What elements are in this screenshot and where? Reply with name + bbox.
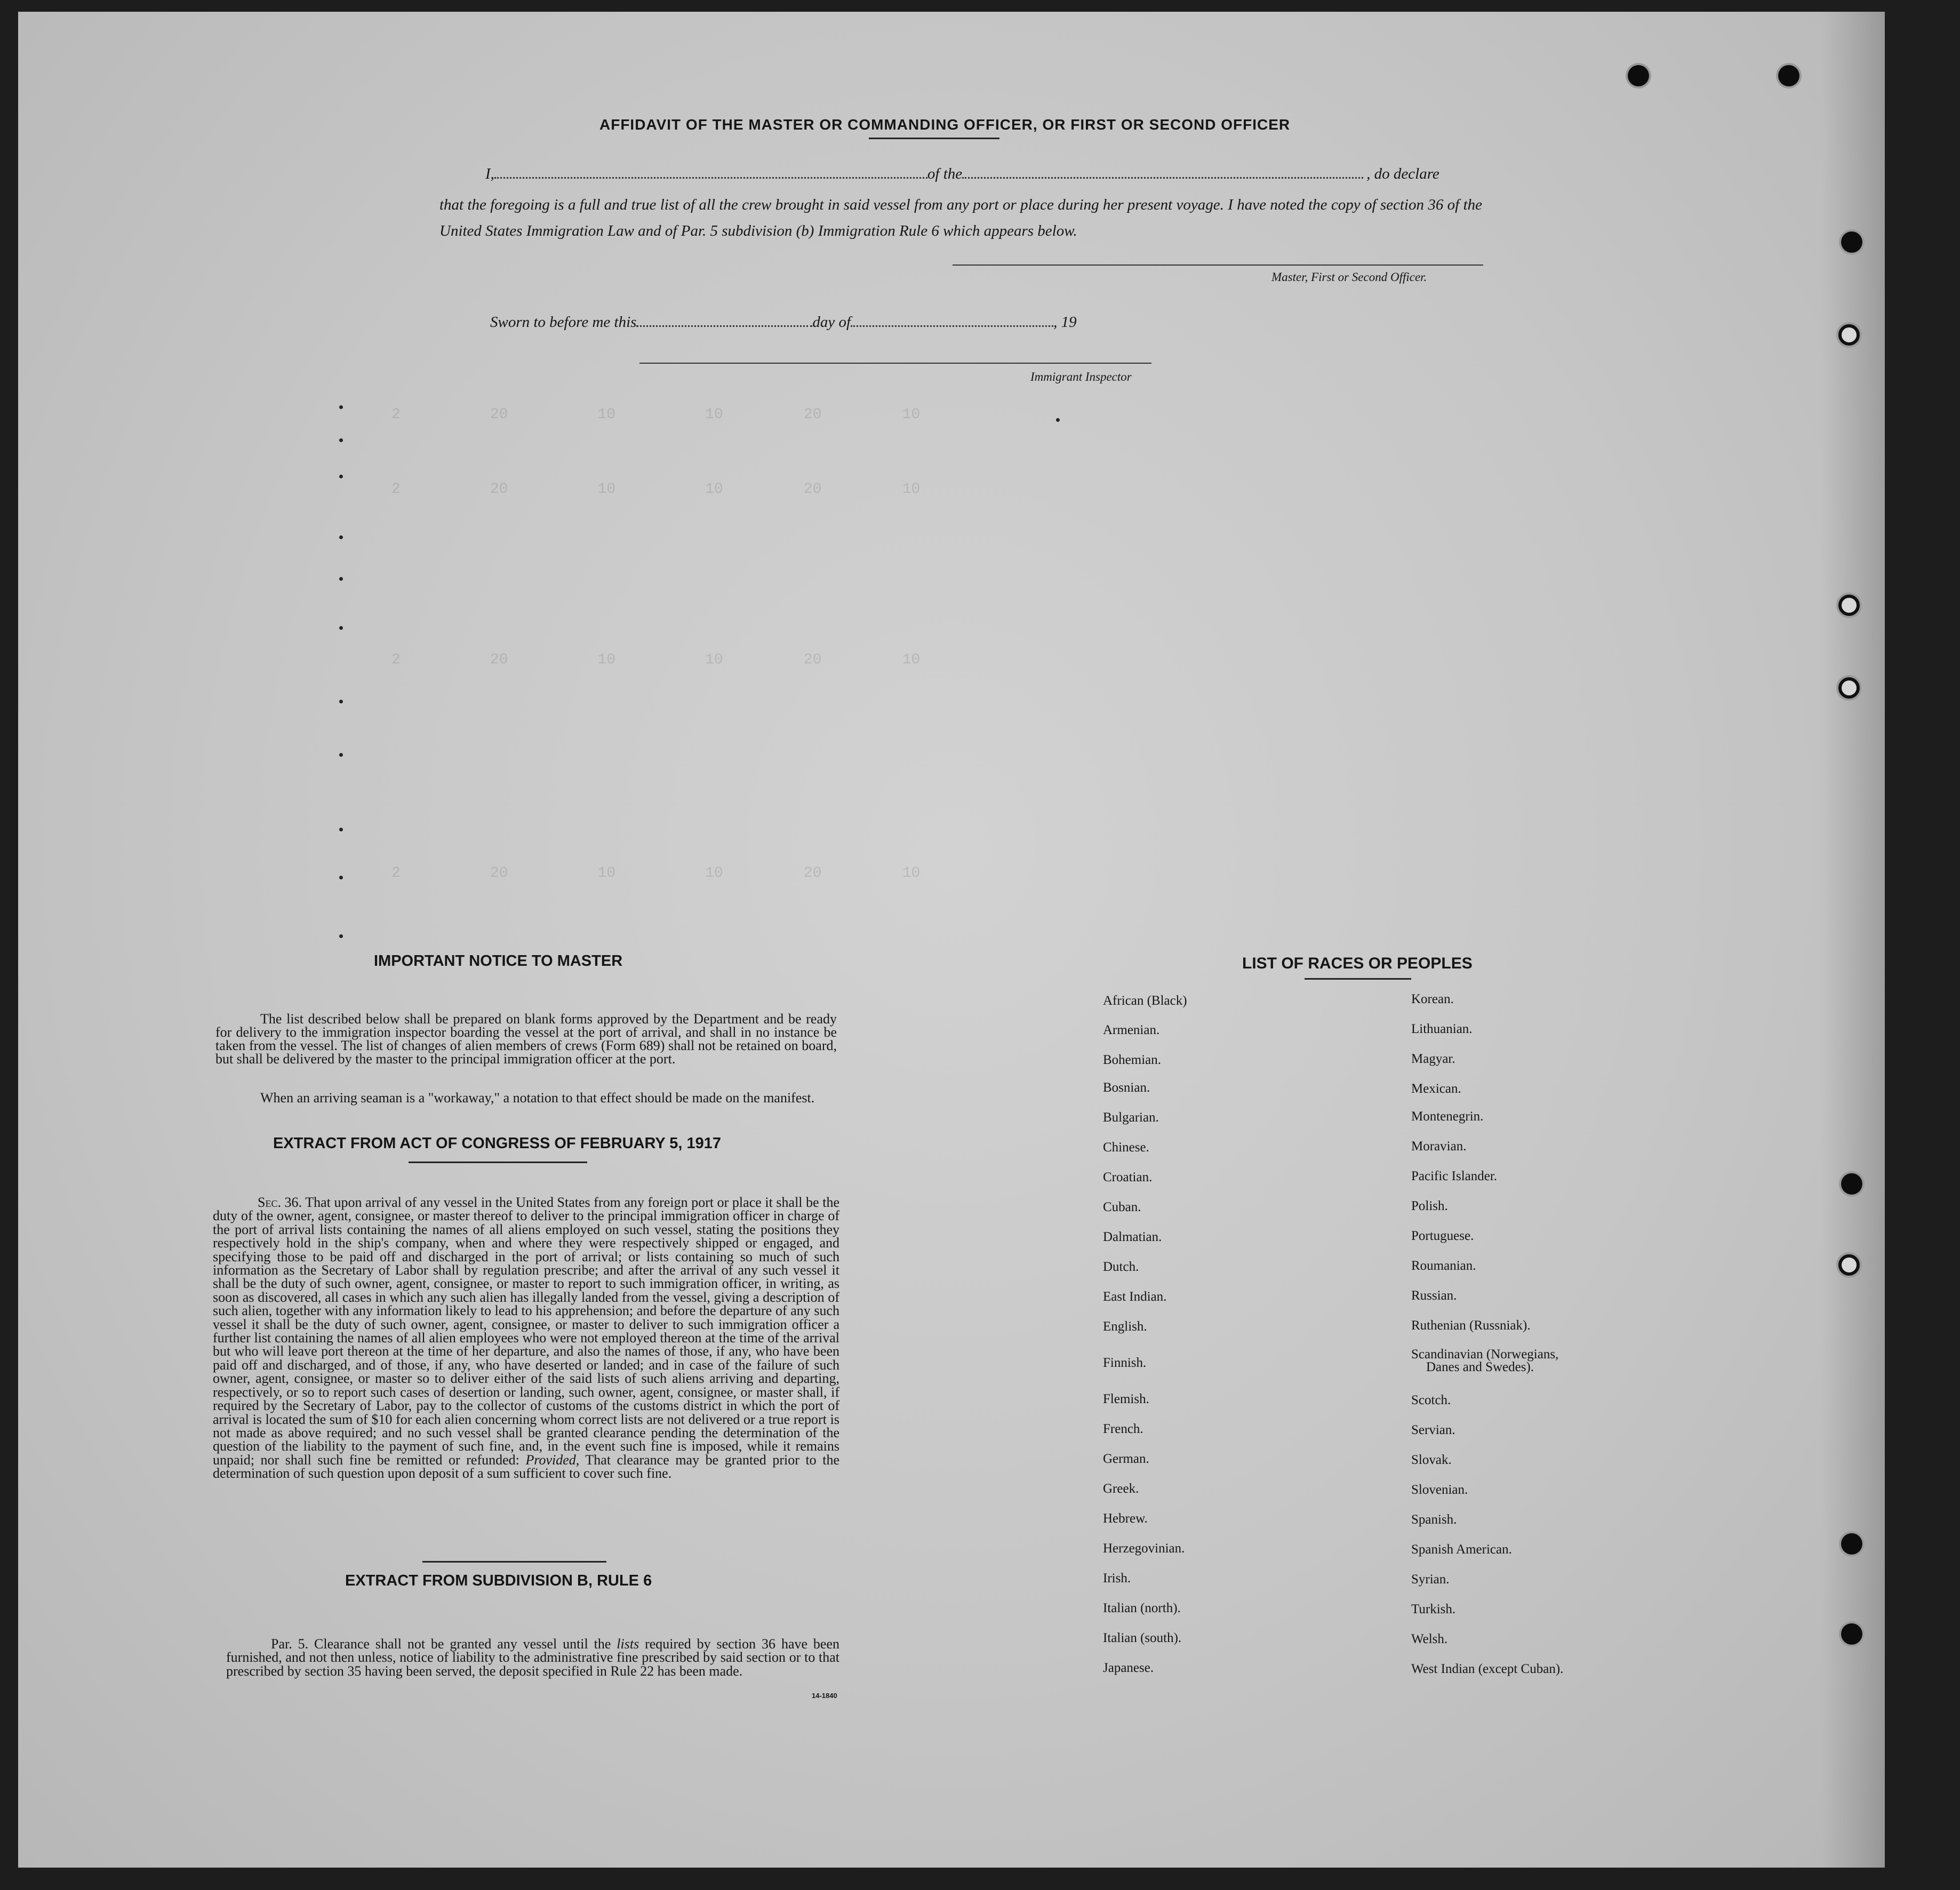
race-item: Danes and Swedes).: [1426, 1360, 1534, 1374]
declaration-mid-text: of the: [927, 165, 963, 182]
punch-hole: [1838, 1254, 1860, 1276]
race-item: Syrian.: [1411, 1572, 1450, 1587]
provided-word: Provided,: [525, 1452, 580, 1468]
form-number: 14-1840: [812, 1692, 837, 1700]
officer-signature-label: Master, First or Second Officer.: [1271, 270, 1427, 284]
rule6-text-start: Par. 5. Clearance shall not be granted any vessel until the: [271, 1636, 611, 1652]
race-item: Bosnian.: [1103, 1080, 1150, 1095]
race-item: Croatian.: [1103, 1170, 1153, 1184]
notice-paragraph-2: When an arriving seaman is a "workaway," a notation to that effect should be made on the manifest.: [260, 1090, 815, 1106]
race-item: Korean.: [1411, 992, 1454, 1006]
bleed-through-marks: 2 20 10 10 20 10: [391, 406, 921, 423]
page-edge-shadow: [1821, 12, 1885, 1868]
race-item: Finnish.: [1103, 1356, 1147, 1370]
stray-mark: [339, 405, 343, 409]
race-item: Slovak.: [1411, 1453, 1452, 1467]
vessel-name-field[interactable]: [962, 177, 1363, 179]
race-item: Roumanian.: [1411, 1259, 1476, 1273]
document-page: [18, 12, 1885, 1868]
punch-hole: [1838, 677, 1860, 699]
race-item: Moravian.: [1411, 1139, 1467, 1154]
race-item: Scotch.: [1411, 1393, 1451, 1407]
race-item: Portuguese.: [1411, 1229, 1474, 1243]
race-item: Chinese.: [1103, 1140, 1149, 1155]
notice-paragraph-1: The list described below shall be prepared on blank forms approved by the Department and be ready for delivery to the immigration inspector boarding the vessel at the port of arrival, and shall in no instance be taken from the vessel. The list of changes of alien members of crews (Form 689) shall not be retained on board, but shall be delivered by the master to the principal immigration officer at the port.: [215, 1011, 837, 1067]
act-title-rule: [409, 1162, 587, 1163]
race-item: Italian (south).: [1103, 1631, 1182, 1645]
race-item: Ruthenian (Russniak).: [1411, 1318, 1531, 1333]
section-body-end: That clearance may be granted prior to the determination of such question upon deposit of a sum sufficient to cover such fine.: [213, 1452, 840, 1481]
affidavit-declaration-text: that the foregoing is a full and true list of all the crew brought in said vessel from any port or place during her present voyage. I have noted the copy of section 36 of the United States Immigration Law and of Par. 5 subdivision (b) Immigration Rule 6 which appears below.: [439, 196, 1482, 239]
race-item: French.: [1103, 1422, 1143, 1436]
rule6-extract-text: [226, 1637, 839, 1678]
bleed-through-marks: 2 20 10 10 20 10: [391, 865, 921, 882]
stray-mark: [339, 626, 343, 630]
stray-mark: [339, 438, 343, 442]
race-item: Lithuanian.: [1411, 1022, 1473, 1036]
race-item: German.: [1103, 1452, 1149, 1466]
act-extract-title: EXTRACT FROM ACT OF CONGRESS OF FEBRUARY 5, 1917: [273, 1135, 722, 1152]
rule6-text-end: required by section 36 have been furnished, and not then unless, notice of liability to the administrative fine prescribed by said section or to that prescribed by section 35 having been served, the deposit specified in Rule 22 has been made.: [226, 1636, 839, 1679]
race-item: Japanese.: [1103, 1661, 1154, 1675]
races-title-rule: [1305, 978, 1411, 980]
race-item: Flemish.: [1103, 1392, 1149, 1406]
race-item: Polish.: [1411, 1199, 1448, 1213]
race-item: Cuban.: [1103, 1200, 1141, 1214]
rule6-extract-title: EXTRACT FROM SUBDIVISION B, RULE 6: [345, 1572, 652, 1589]
race-item: West Indian (except Cuban).: [1411, 1662, 1564, 1676]
race-item: Bulgarian.: [1103, 1110, 1159, 1125]
race-item: Pacific Islander.: [1411, 1169, 1498, 1183]
stray-mark: [1056, 418, 1060, 422]
punch-hole: [1841, 1173, 1862, 1195]
title-underline: [869, 138, 999, 139]
punch-hole: [1841, 1623, 1862, 1645]
punch-hole: [1838, 324, 1860, 346]
race-item: Irish.: [1103, 1571, 1131, 1585]
officer-name-field[interactable]: [494, 177, 927, 179]
race-item: Scandinavian (Norwegians,: [1411, 1347, 1559, 1362]
race-item: Magyar.: [1411, 1052, 1455, 1066]
race-item: English.: [1103, 1319, 1147, 1334]
race-item: Bohemian.: [1103, 1053, 1162, 1067]
sworn-day-field[interactable]: [636, 325, 812, 327]
sworn-year-text: , 19: [1053, 314, 1077, 331]
sworn-line: [490, 314, 1141, 331]
punch-hole: [1841, 1533, 1862, 1555]
race-item: Dalmatian.: [1103, 1230, 1162, 1244]
stray-mark: [339, 934, 343, 938]
act-extract-text: [213, 1196, 839, 1480]
race-item: Armenian.: [1103, 1023, 1160, 1037]
race-item: East Indian.: [1103, 1290, 1167, 1304]
affidavit-title: AFFIDAVIT OF THE MASTER OR COMMANDING OFFICER, OR FIRST OR SECOND OFFICER: [599, 116, 1291, 133]
race-item: Herzegovinian.: [1103, 1541, 1185, 1556]
affidavit-declaration-line: [485, 165, 1485, 183]
sworn-month-field[interactable]: [851, 325, 1053, 327]
notice-title: IMPORTANT NOTICE TO MASTER: [374, 952, 623, 970]
race-item: Spanish.: [1411, 1512, 1457, 1527]
race-item: Mexican.: [1411, 1082, 1461, 1096]
race-item: African (Black): [1103, 994, 1187, 1008]
race-item: Montenegrin.: [1411, 1109, 1484, 1124]
race-item: Spanish American.: [1411, 1542, 1512, 1557]
rule6-divider: [422, 1561, 606, 1563]
punch-hole: [1778, 65, 1799, 86]
races-title: LIST OF RACES OR PEOPLES: [1242, 955, 1473, 972]
race-item: Hebrew.: [1103, 1511, 1148, 1526]
sworn-start-text: Sworn to before me this: [490, 314, 637, 331]
punch-hole: [1838, 595, 1860, 616]
bleed-through-marks: 2 20 10 10 20 10: [391, 652, 921, 668]
race-item: Slovenian.: [1411, 1483, 1468, 1497]
race-item: Italian (north).: [1103, 1601, 1181, 1615]
lists-word: lists: [617, 1636, 639, 1652]
bleed-through-marks: 2 20 10 10 20 10: [391, 481, 921, 498]
officer-signature-line[interactable]: [953, 265, 1483, 266]
declaration-end-text: , do declare: [1366, 165, 1439, 182]
stray-mark: [339, 475, 343, 478]
stray-mark: [339, 577, 343, 581]
race-item: Dutch.: [1103, 1260, 1139, 1274]
section-label: Sec. 36.: [258, 1195, 302, 1210]
inspector-signature-label: Immigrant Inspector: [1030, 370, 1132, 383]
stray-mark: [339, 753, 343, 757]
stray-mark: [339, 876, 343, 879]
race-item: Russian.: [1411, 1288, 1457, 1303]
race-item: Turkish.: [1411, 1602, 1456, 1616]
race-item: Greek.: [1103, 1481, 1139, 1496]
stray-mark: [339, 828, 343, 831]
race-item: Welsh.: [1411, 1632, 1448, 1646]
punch-hole: [1628, 65, 1649, 86]
sworn-mid-text: day of: [812, 314, 851, 331]
section-body: That upon arrival of any vessel in the United States from any foreign port or place it shall be the duty of the owner, agent, consignee, or master thereof to deliver to the principal immigration officer in charge of the port of arrival lists containing the names of all aliens employed on such vessel, stating the positions they respectively hold in the ship's company, when and where they were respectively shipped or engaged, and specifying those to be paid off and discharged in the port of arrival; or lists containing so much of such information as the Secretary of Labor shall by regulation prescribe; and after the arrival of any such vessel it shall be the duty of such owner, agent, consignee, or master to report to such immigration officer, in writing, as soon as discovered, all cases in which any such alien has illegally landed from the vessel, giving a description of such alien, together with any information likely to lead to his apprehension; and before the departure of any such vessel it shall be the duty of such owner, agent, consignee, or master to deliver to such immigration officer a further list containing the names of all alien employees who were not employed thereon at the time of the arrival but who will leave port thereon at the time of her departure, and also the names of those, if any, who have been paid off and discharged, and of those, if any, who have deserted or landed; and in case of the failure of such owner, agent, consignee, or master so to deliver either of the said lists of such aliens arriving and departing, respectively, or so to report such cases of desertion or landing, such owner, agent, consignee, or master shall, if required by the Secretary of Labor, pay to the collector of customs of the customs district in which the port of arrival is located the sum of $10 for each alien concerning whom correct lists are not delivered or a true report is not made as above required; and no such vessel shall be granted clearance pending the determination of the question of the liability to the payment of such fine, and, in the event such fine is imposed, while it remains unpaid; nor shall such fine be remitted or refunded:: [213, 1195, 840, 1468]
declaration-start-text: I,: [485, 165, 494, 182]
stray-mark: [339, 700, 343, 703]
stray-mark: [339, 535, 343, 539]
punch-hole: [1841, 231, 1862, 253]
inspector-signature-line[interactable]: [639, 363, 1151, 364]
race-item: Servian.: [1411, 1423, 1455, 1437]
